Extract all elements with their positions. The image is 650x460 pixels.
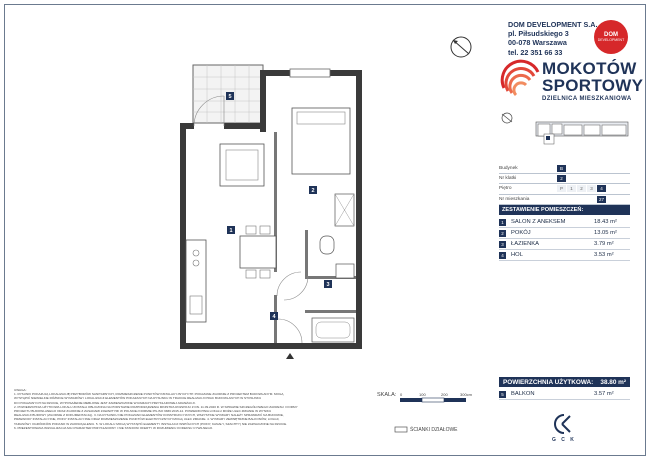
- legal-notes: [14, 388, 364, 430]
- brand-line-1: MOKOTÓW: [542, 59, 637, 78]
- gck-text: G C K: [552, 437, 576, 443]
- company-phone: tel. 22 351 66 33: [508, 47, 563, 57]
- room-name: HOL: [511, 252, 523, 258]
- total-area: [499, 377, 630, 387]
- dom-logo: [594, 20, 628, 54]
- room-tag-2: 2: [311, 188, 315, 194]
- room-area: 13.05 m²: [594, 230, 617, 236]
- rooms-header: ZESTAWIENIE POMIESZCZEŃ:: [499, 205, 630, 215]
- room-name: ŁAZIENKA: [511, 241, 540, 247]
- room-number: 3: [499, 241, 506, 248]
- room-name: SALON Z ANEKSEM: [511, 219, 566, 225]
- legal-line: PRZEWODY INSTALACYJNE, PIONY INSTALACYJNE ORAZ ROZMIESZCZENIE PUNKTÓW ELEKTRYCZNYCH MOGĄ ULEC ZMIANIE. 4. WYMIARY ZEWNĘTRZNE BALKONÓW, LOGGII,: [14, 417, 280, 422]
- info-apartment-label: Nr mieszkania: [499, 196, 530, 202]
- room-tag-4: 4: [272, 314, 276, 320]
- company-name: DOM DEVELOPMENT S.A.: [508, 20, 598, 29]
- window: [290, 69, 330, 77]
- room-row: [499, 217, 630, 228]
- legal-line: REALIZACJI BUDOWY (ZGODNIE Z DOKUMENTACJĄ). 3. NA RYSUNKU NIE POKAZANO ELEMENTÓW KONSTRUKCYJNYCH, WSZYSTKIE WYMIARY NALEŻY SPRAWDZIĆ NA BUDOWIE,: [14, 413, 284, 418]
- legal-line: 6. PREZENTOWANA WIZUALIZACJA MA CHARAKTER PRZYKŁADOWY I NIE STANOWI OFERTY W ROZUMIENIU KODEKSU CYWILNEGO.: [14, 425, 213, 430]
- info-building: [499, 164, 630, 174]
- company-info: [508, 20, 597, 57]
- floor-cell-selected: 4: [597, 185, 606, 192]
- floor-cell: 3: [587, 185, 596, 192]
- info-building-value: B: [557, 165, 566, 172]
- legal-line: 2. POWIERZCHNIA UŻYTKOWA LOKALU ZOSTAŁA OBLICZONA NA PODSTAWIE ROZPORZĄDZENIA MINISTRA ROZWOJU Z DN. 11.09.2020 R. W SPRAWIE SZCZEGÓŁOWEGO ZAKRESU I FORMY: [14, 404, 298, 409]
- legal-line: PROJEKTU BUDOWLANEGO ORAZ ZGODNIE Z ZASADAMI ZAWARTYMI W POLSKIEJ NORMIE PN-ISO 9836:2015-12. POWIERZCHNIA LOKALU MOŻE ULEC ZMIANIE W WYNIKU: [14, 409, 272, 414]
- company-street: pl. Piłsudskiego 3: [508, 29, 569, 39]
- room-row: [499, 239, 630, 250]
- info-floor: [499, 184, 630, 194]
- dom-logo-sub: DEVELOPMENT: [597, 38, 625, 42]
- scale-tick-0: 0: [400, 392, 403, 397]
- walls-legend-label: ŚCIANKI DZIAŁOWE: [410, 427, 458, 433]
- room-number: 2: [499, 230, 506, 237]
- dom-logo-text: DOM: [604, 32, 618, 38]
- site-plan: [498, 108, 633, 162]
- room-row: [499, 228, 630, 239]
- scale-bar: [398, 390, 488, 406]
- legal-line: WYSTĄPIĆ NIEWIELKIE RÓŻNICE WYMIARÓW I LOKALIZACJI ELEMENTÓW POKAZANYCH NA RYSUNKU W TRAKCIE REALIZACJI PRAC BUDOWLANYCH W STOSUNKU: [14, 396, 262, 401]
- brand-line-2: SPORTOWY: [542, 76, 644, 95]
- scale-tick-100: 100: [419, 392, 426, 397]
- scale-tick-200: 200: [441, 392, 448, 397]
- floor-plan: [160, 40, 460, 365]
- entrance-arrow: [286, 353, 294, 359]
- scale-tick-300: 300cm: [460, 392, 473, 397]
- room-name: BALKON: [511, 391, 535, 397]
- room-tag-3: 3: [326, 282, 330, 288]
- room-area: 3.57 m²: [594, 391, 614, 397]
- company-city: 00-078 Warszawa: [508, 38, 567, 48]
- legal-line: DO POKAZANYCH NA RZUCIE, WYPOSAŻENIE MEBLOWE JEST ZAMIESZCZONE W RAMACH PRZYKŁADOWEJ ARANŻACJI.: [14, 400, 196, 405]
- room-number: 1: [499, 219, 506, 226]
- room-number: 5: [499, 391, 506, 398]
- compass-icon: [448, 34, 474, 60]
- floor-cell: P: [557, 185, 566, 192]
- room-tag-5: 5: [228, 94, 232, 100]
- apartment-info: [499, 164, 630, 205]
- brand-name: [542, 60, 643, 102]
- info-apartment-value: 27: [598, 196, 604, 202]
- scale-label: SKALA:: [377, 392, 397, 398]
- info-stair: [499, 174, 630, 184]
- total-area-label: POWIERZCHNIA UŻYTKOWA:: [503, 378, 594, 386]
- room-number: 4: [499, 252, 506, 259]
- room-name: POKÓJ: [511, 230, 531, 236]
- info-stair-value: 2: [557, 175, 566, 182]
- floor-cell: 2: [577, 185, 586, 192]
- walls-legend-icon: [394, 426, 408, 434]
- info-floor-label: Piętro: [499, 186, 512, 192]
- room-tag-1: 1: [229, 228, 233, 234]
- sink: [336, 264, 354, 278]
- brand-line-3: DZIELNICA MIESZKANIOWA: [542, 96, 632, 102]
- legal-line: TARASÓW I OGRÓDKÓW PODANO W ZAOKRĄGLENIU. 5. W LOKALU MOGĄ WYSTĄPIĆ ELEMENTY INSTALACJI WSPÓLNYCH (PIONY, KANAŁY, SZACHTY) NIE ZAZNACZONE NA RZUCIE.: [14, 421, 288, 426]
- floor-cell: 1: [567, 185, 576, 192]
- info-stair-label: Nr klatki: [499, 176, 517, 182]
- legal-line: 1. RYSUNKI POKAZUJĄ LOKALIZACJĘ PRZYBORÓW SANITARNYCH, ROZMIESZCZENIE PUNKTÓW INSTALACYJNYCH ITP. POKAZANE ZGODNIE Z PROJEKTEM BUDOWLANYM. MOGĄ: [14, 392, 284, 397]
- gck-logo-icon: [550, 412, 578, 436]
- door-swing: [284, 276, 308, 300]
- room-area: 3.53 m²: [594, 252, 614, 258]
- room-area: 18.43 m²: [594, 219, 617, 225]
- legal-line: UWAGA:: [14, 388, 27, 392]
- room-area: 3.79 m²: [594, 241, 614, 247]
- info-apartment: [499, 195, 630, 205]
- brand-logo-icon: [500, 58, 542, 100]
- dining-table: [240, 236, 276, 268]
- room-row: [499, 250, 630, 261]
- balcony-row: [499, 389, 630, 400]
- info-building-label: Budynek: [499, 166, 518, 172]
- total-area-value: 38.80 m²: [600, 378, 626, 386]
- toilet: [320, 236, 334, 254]
